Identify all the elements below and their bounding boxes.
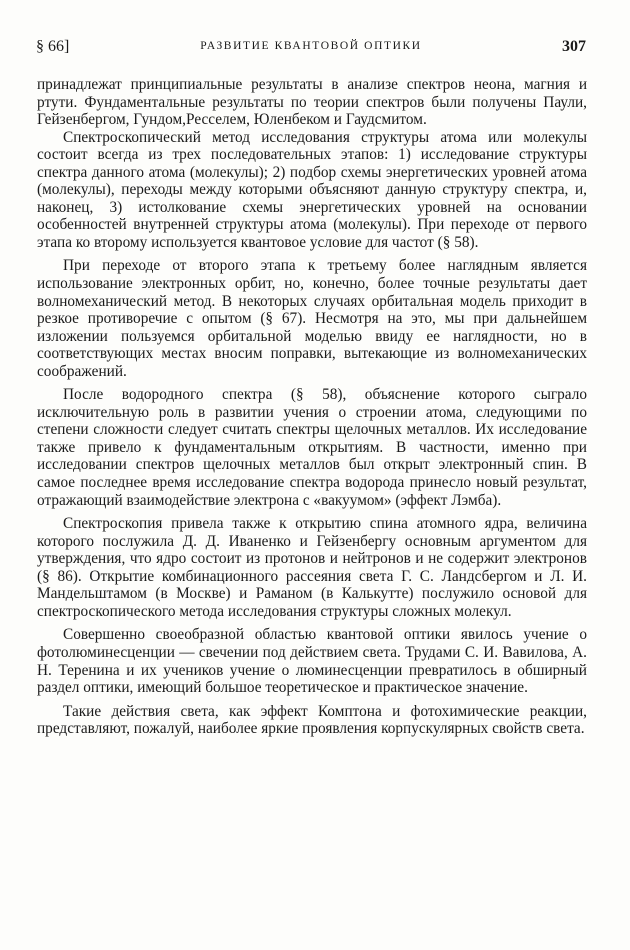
section-reference: § 66]	[36, 38, 70, 55]
paragraph-photoluminescence: Совершенно своеобразной областью квантовой оптики явилось учение о фотолюминесценции — свечении под действием света. Трудами С. И. Вавилова, А. Н. Теренина и их учеников учение о люминесценции превратилось в обширный раздел оптики, имеющий большое теоретическое и практическое значение.	[37, 626, 587, 697]
paragraph-corpuscular-properties: Такие действия света, как эффект Комптона и фотохимические реакции, представляют, пожалуй, наиболее яркие проявления корпускулярных свойств света.	[37, 702, 587, 738]
paragraph-spectroscopic-method: Спектроскопический метод исследования структуры атома или молекулы состоит всегда из трех последовательных этапов: 1) исследование структуры спектра данного атома (молекулы); 2) подбор схемы энергетических уровней атома (молекулы), переходы между которыми объясняют данную структуру спектра, и, наконец, 3) истолкование схемы энергетических уровней на основании особенностей внутренней структуры атома (молекулы). При переходе от первого этапа ко второму используется квантовое условие для частот (§ 58).	[37, 128, 587, 251]
page-body	[37, 76, 587, 738]
paragraph-orbital-model: При переходе от второго этапа к третьему более наглядным является использование электронных орбит, но, конечно, более точные результаты дает волномеханический метод. В некоторых случаях орбитальная модель приходит в резкое противоречие с опытом (§ 67). Несмотря на это, мы при дальнейшем изложении пользуемся орбитальной моделью ввиду ее наглядности, но в соответствующих местах вносим поправки, вытекающие из волномеханических соображений.	[37, 257, 587, 380]
chapter-title: РАЗВИТИЕ КВАНТОВОЙ ОПТИКИ	[200, 40, 422, 52]
paragraph-nuclear-spin: Спектроскопия привела также к открытию спина атомного ядра, величина которого послужила Д. Д. Иваненко и Гейзенбергу основным аргументом для утверждения, что ядро состоит из протонов и нейтронов и не содержит электронов (§ 86). Открытие комбинационного рассеяния света Г. С. Ландсбергом и Л. И. Мандельштамом (в Москве) и Раманом (в Калькутте) послужило основой для спектроскопического метода исследования структуры сложных молекул.	[37, 515, 587, 620]
paragraph-continued: принадлежат принципиальные результаты в анализе спектров неона, магния и ртути. Фундаментальные результаты по теории спектров были получены Паули, Гейзенбергом, Гундом,Ресселем, Юленбеком и Гаудсмитом.	[37, 76, 587, 129]
paragraph-alkali-spectra: После водородного спектра (§ 58), объяснение которого сыграло исключительную роль в развитии учения о строении атома, следующими по степени сложности следует считать спектры щелочных металлов. Их исследование также привело к фундаментальным открытиям. В частности, именно при исследовании спектров щелочных металлов был открыт электронный спин. В самое последнее время исследование спектра водорода принесло новый результат, отражающий взаимодействие электрона с «вакуумом» (эффект Лэмба).	[37, 386, 587, 509]
running-header	[36, 38, 586, 60]
page-number: 307	[562, 38, 586, 55]
